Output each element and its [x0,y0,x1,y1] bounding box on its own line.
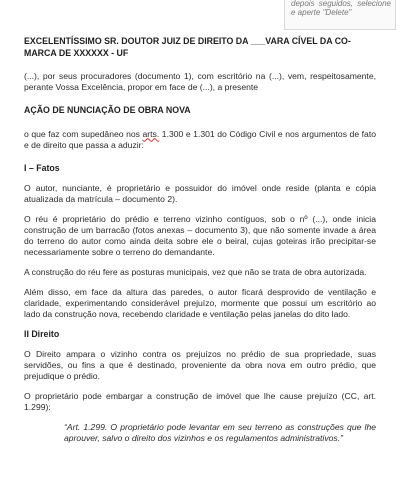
court-address-line-2: MARCA DE XXXXXX - UF [24,47,129,58]
instruction-note: depois seguidos, selecione e aperte "Delete" [284,0,396,30]
facts-paragraph-2: O réu é proprietário do prédio e terreno vizinho contíguos, sob o nº (...), onde inicia construção de um barracão (fotos anexas – documento 3), que não somente invade a área do terreno do autor como ainda deita sobre ele o beiral, cujas goteiras irão precipitar-se necessariamente sobre o terreno do demandante. [24,213,376,257]
facts-paragraph-3: A construção do réu fere as posturas municipais, vez que não se trata de obra autorizada. [24,266,367,277]
section-title-facts: I – Fatos [24,162,60,173]
document-body [24,36,376,444]
legal-quote: “Art. 1.299. O proprietário pode levantar em seu terreno as construções que lhe aprouver, salvo o direito dos vizinhos e os regulamentos administrativos.” [64,421,376,443]
spellcheck-flagged-word: arts. [142,128,160,139]
intro-paragraph: (...), por seus procuradores (documento 1), com escritório na (...), vem, respeitosamente, perante Vossa Excelência, propor em face de (...), a presente [24,71,376,92]
action-title: AÇÃO DE NUNCIAÇÃO DE OBRA NOVA [24,105,191,115]
facts-paragraph-1: O autor, nunciante, é proprietário e possuidor do imóvel onde reside (planta e cópia atualizada da matrícula – documento 2). [24,182,376,204]
basis-text-after: 1.300 e 1.301 do Código Civil e nos argumentos de fato e de direito que passa a aduzir: [24,128,377,150]
law-paragraph-2: O proprietário pode embargar a construção de imóvel que lhe cause prejuízo (CC, art. 1.299): [24,390,376,412]
legal-basis-paragraph [24,129,376,151]
court-address-line-1: EXCELENTÍSSIMO SR. DOUTOR JUIZ DE DIREITO DA ___VARA CÍVEL DA CO- [24,36,351,46]
section-title-law: II Direito [24,328,60,339]
law-paragraph-1: O Direito ampara o vizinho contra os prejuízos no prédio de sua propriedade, suas servidões, ou fins a que é destinado, proveniente da obra nova em outro prédio, que prejudique o prédio. [24,348,376,381]
basis-text-before: o que faz com supedâneo nos [24,128,143,139]
facts-paragraph-4: Além disso, em face da altura das paredes, o autor ficará desprovido de ventilação e claridade, experimentando considerável prejuízo, mormente que possui um escritório ao lado da construção nova, recebendo claridade e ventilação pelas janelas do dito lado. [24,286,376,319]
